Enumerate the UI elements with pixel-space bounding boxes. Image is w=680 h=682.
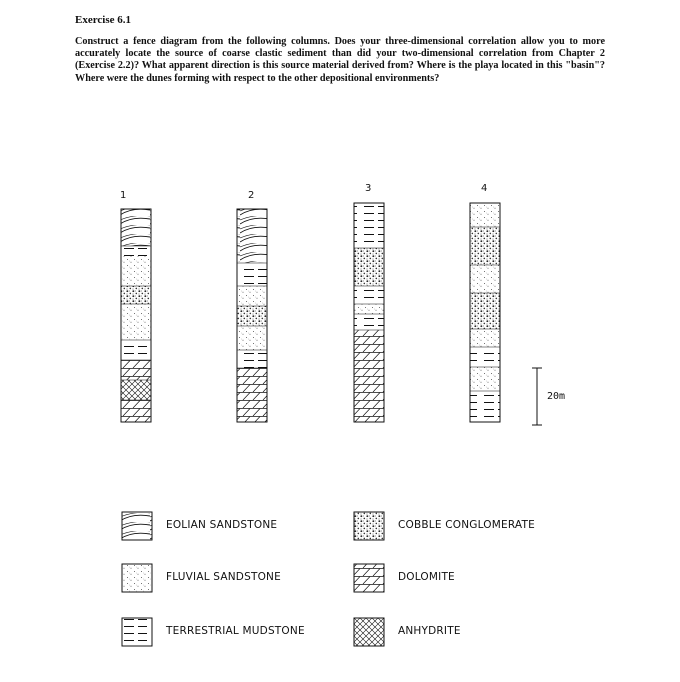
- layer-mudstone: [237, 263, 267, 286]
- column-1-number: 1: [120, 190, 127, 201]
- layer-mudstone: [354, 203, 384, 248]
- scale-bar-label: 20m: [547, 391, 566, 402]
- layer-eolian: [237, 209, 267, 263]
- legend-swatch-mudstone: [122, 618, 152, 646]
- legend-swatch-fluvial: [122, 564, 152, 592]
- layer-fluvial: [237, 326, 267, 350]
- legend-label-conglomerate: COBBLE CONGLOMERATE: [398, 519, 535, 531]
- legend-swatch-dolomite: [354, 564, 384, 592]
- exercise-text: Construct a fence diagram from the following columns. Does your three-dimensional correlation allow you to more accurately locate the source of coarse clastic sediment than did your two-dimensional correlation from Chapter 2 (Exercise 2.2)? What apparent direction is this source material derived from? Where is the playa located in this "basin"? Where were the dunes forming with respect to the other depositional environments?: [75, 36, 605, 84]
- legend-label-mudstone: TERRESTRIAL MUDSTONE: [166, 625, 305, 637]
- layer-fluvial: [470, 265, 500, 293]
- legend-swatch-eolian: [122, 512, 152, 540]
- legend-label-anhydrite: ANHYDRITE: [398, 625, 461, 637]
- layer-fluvial: [121, 256, 151, 286]
- layer-anhydrite: [121, 380, 151, 400]
- layer-fluvial: [237, 286, 267, 306]
- layer-dolomite: [121, 400, 151, 422]
- column-4-number: 4: [481, 183, 488, 194]
- layer-fluvial: [121, 304, 151, 340]
- legend-swatch-conglomerate: [354, 512, 384, 540]
- layer-mudstone: [237, 350, 267, 368]
- legend-label-dolomite: DOLOMITE: [398, 571, 455, 583]
- layer-mudstone: [470, 347, 500, 367]
- layer-mudstone: [121, 340, 151, 360]
- column-2: [237, 209, 267, 422]
- layer-mudstone: [470, 391, 500, 422]
- layer-fluvial: [354, 304, 384, 314]
- layer-dolomite: [121, 360, 151, 380]
- layer-conglomerate: [121, 286, 151, 304]
- column-3: [354, 203, 384, 422]
- layer-fluvial: [470, 203, 500, 227]
- layer-mudstone: [354, 286, 384, 304]
- layer-conglomerate: [470, 227, 500, 265]
- layer-dolomite: [237, 368, 267, 422]
- legend-label-eolian: EOLIAN SANDSTONE: [166, 519, 278, 531]
- column-3-number: 3: [365, 183, 372, 194]
- layer-conglomerate: [470, 293, 500, 329]
- layer-eolian: [121, 209, 151, 246]
- column-4: [470, 203, 500, 422]
- layer-fluvial: [470, 329, 500, 347]
- layer-mudstone: [121, 246, 151, 256]
- legend-swatch-anhydrite: [354, 618, 384, 646]
- legend-label-fluvial: FLUVIAL SANDSTONE: [166, 571, 281, 583]
- exercise-title: Exercise 6.1: [75, 14, 132, 26]
- layer-fluvial: [470, 367, 500, 391]
- column-1: [121, 209, 151, 422]
- layer-conglomerate: [354, 248, 384, 286]
- layer-dolomite: [354, 330, 384, 422]
- layer-mudstone: [354, 314, 384, 330]
- column-2-number: 2: [248, 190, 255, 201]
- scale-bar: [532, 368, 542, 425]
- layer-conglomerate: [237, 306, 267, 326]
